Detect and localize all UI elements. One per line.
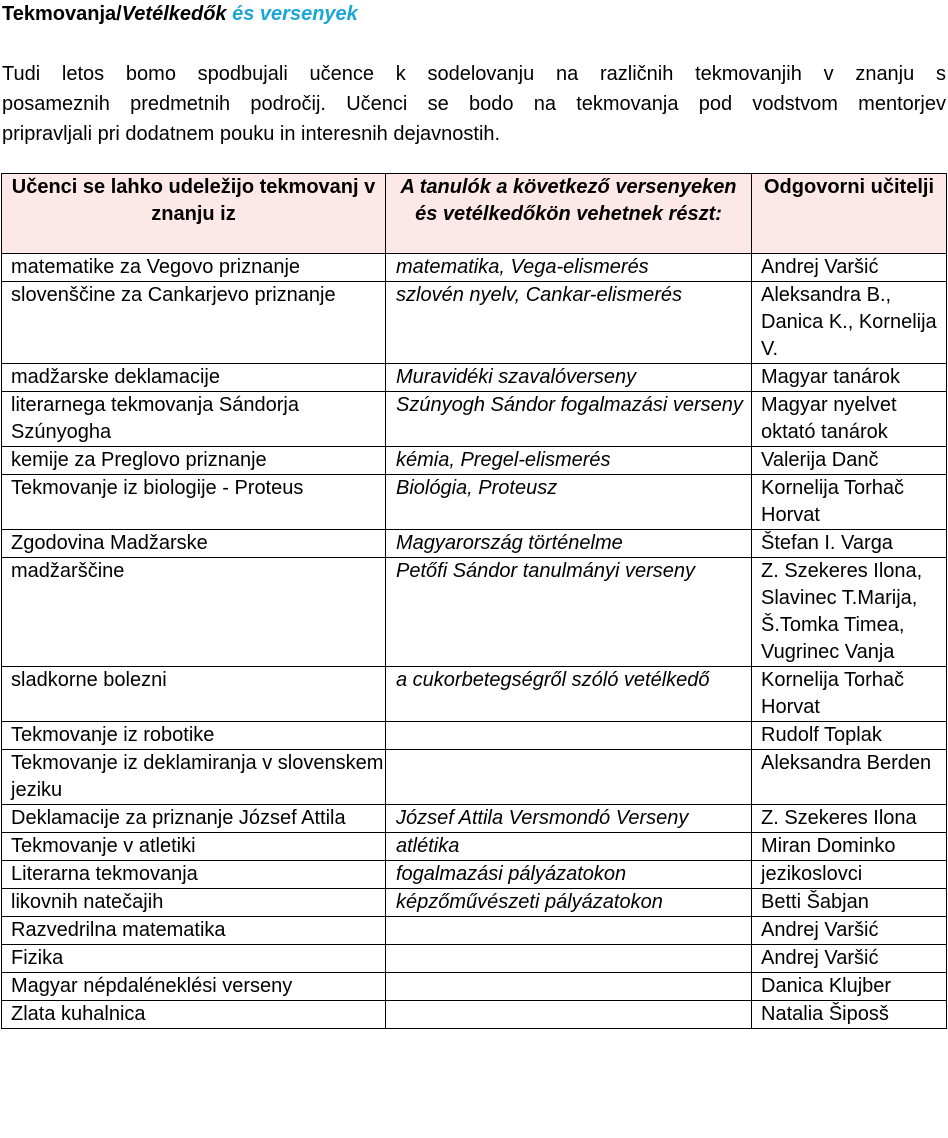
intro-line: posameznih predmetnih področij. Učenci se bodo na tekmovanja pod vodstvom mentorjev <box>2 93 946 115</box>
table-row <box>2 889 947 917</box>
teacher-cell: Miran Dominko <box>752 833 947 861</box>
competition-slovenian-cell: Tekmovanje v atletiki <box>2 833 386 861</box>
competition-slovenian-cell: madžarščine <box>2 558 386 667</box>
competition-slovenian-cell: Magyar népdaléneklési verseny <box>2 973 386 1001</box>
table-row <box>2 722 947 750</box>
column-header-teachers: Odgovorni učitelji <box>752 174 947 254</box>
table-row <box>2 667 947 722</box>
competition-hungarian-cell: Biológia, Proteusz <box>386 475 752 530</box>
competition-slovenian-cell: literarnega tekmovanja Sándorja Szúnyogha <box>2 392 386 447</box>
competition-hungarian-cell: Petőfi Sándor tanulmányi verseny <box>386 558 752 667</box>
teacher-cell: Danica Klujber <box>752 973 947 1001</box>
competition-hungarian-cell: atlétika <box>386 833 752 861</box>
table-row <box>2 750 947 805</box>
teacher-cell: Z. Szekeres Ilona, Slavinec T.Marija, Š.Tomka Timea, Vugrinec Vanja <box>752 558 947 667</box>
teacher-cell: jezikoslovci <box>752 861 947 889</box>
competition-hungarian-cell: matematika, Vega-elismerés <box>386 254 752 282</box>
competition-slovenian-cell: Zlata kuhalnica <box>2 1001 386 1029</box>
teacher-cell: Valerija Danč <box>752 447 947 475</box>
table-row <box>2 973 947 1001</box>
intro-line: pripravljali pri dodatnem pouku in interesnih dejavnostih. <box>2 123 501 145</box>
intro-paragraph <box>2 59 946 149</box>
table-row <box>2 530 947 558</box>
teacher-cell: Štefan I. Varga <box>752 530 947 558</box>
table-row <box>2 805 947 833</box>
competition-hungarian-cell: fogalmazási pályázatokon <box>386 861 752 889</box>
competition-hungarian-cell <box>386 1001 752 1029</box>
teacher-cell: Rudolf Toplak <box>752 722 947 750</box>
teacher-cell: Magyar tanárok <box>752 364 947 392</box>
teacher-cell: Andrej Varšić <box>752 945 947 973</box>
competition-slovenian-cell: madžarske deklamacije <box>2 364 386 392</box>
table-row <box>2 861 947 889</box>
teacher-cell: Kornelija Torhač Horvat <box>752 475 947 530</box>
intro-line: Tudi letos bomo spodbujali učence k sodelovanju na različnih tekmovanjih v znanju s <box>2 63 946 85</box>
teacher-cell: Z. Szekeres Ilona <box>752 805 947 833</box>
table-row <box>2 392 947 447</box>
competition-slovenian-cell: slovenščine za Cankarjevo priznanje <box>2 282 386 364</box>
competition-hungarian-cell <box>386 917 752 945</box>
competition-hungarian-cell: Magyarország történelme <box>386 530 752 558</box>
competition-hungarian-cell: szlovén nyelv, Cankar-elismerés <box>386 282 752 364</box>
column-header-hungarian: A tanulók a következő versenyeken és vetélkedőkön vehetnek részt: <box>386 174 752 254</box>
column-header-slovenian: Učenci se lahko udeležijo tekmovanj v znanju iz <box>2 174 386 254</box>
competition-slovenian-cell: likovnih natečajih <box>2 889 386 917</box>
teacher-cell: Natalia Šiposš <box>752 1001 947 1029</box>
competition-hungarian-cell <box>386 973 752 1001</box>
competition-slovenian-cell: Zgodovina Madžarske <box>2 530 386 558</box>
competition-hungarian-cell: Szúnyogh Sándor fogalmazási verseny <box>386 392 752 447</box>
competition-hungarian-cell <box>386 750 752 805</box>
table-row <box>2 475 947 530</box>
competition-hungarian-cell <box>386 945 752 973</box>
table-row <box>2 945 947 973</box>
competition-slovenian-cell: Literarna tekmovanja <box>2 861 386 889</box>
competition-slovenian-cell: sladkorne bolezni <box>2 667 386 722</box>
table-row <box>2 254 947 282</box>
competition-hungarian-cell: kémia, Pregel-elismerés <box>386 447 752 475</box>
title-part-hungarian-highlight: és versenyek <box>232 3 358 25</box>
competitions-table <box>1 173 947 1029</box>
teacher-cell: Kornelija Torhač Horvat <box>752 667 947 722</box>
table-row <box>2 833 947 861</box>
teacher-cell: Andrej Varšić <box>752 254 947 282</box>
table-row <box>2 1001 947 1029</box>
competition-slovenian-cell: Tekmovanje iz robotike <box>2 722 386 750</box>
competition-hungarian-cell: Muravidéki szavalóverseny <box>386 364 752 392</box>
teacher-cell: Betti Šabjan <box>752 889 947 917</box>
competition-hungarian-cell: József Attila Versmondó Verseny <box>386 805 752 833</box>
competition-hungarian-cell <box>386 722 752 750</box>
competition-slovenian-cell: matematike za Vegovo priznanje <box>2 254 386 282</box>
competition-hungarian-cell: a cukorbetegségről szóló vetélkedő <box>386 667 752 722</box>
teacher-cell: Aleksandra B., Danica K., Kornelija V. <box>752 282 947 364</box>
table-row <box>2 558 947 667</box>
competition-slovenian-cell: Fizika <box>2 945 386 973</box>
competition-slovenian-cell: Razvedrilna matematika <box>2 917 386 945</box>
competition-hungarian-cell: képzőművészeti pályázatokon <box>386 889 752 917</box>
competition-slovenian-cell: Deklamacije za priznanje József Attila <box>2 805 386 833</box>
table-row <box>2 364 947 392</box>
table-row <box>2 282 947 364</box>
section-title <box>2 2 358 26</box>
table-row <box>2 447 947 475</box>
title-part-slovenian: Tekmovanja/ <box>2 3 122 25</box>
table-row <box>2 917 947 945</box>
teacher-cell: Andrej Varšić <box>752 917 947 945</box>
title-part-hungarian: Vetélkedők <box>121 3 233 25</box>
teacher-cell: Magyar nyelvet oktató tanárok <box>752 392 947 447</box>
competition-slovenian-cell: Tekmovanje iz biologije - Proteus <box>2 475 386 530</box>
teacher-cell: Aleksandra Berden <box>752 750 947 805</box>
table-header-row <box>2 174 947 254</box>
competition-slovenian-cell: Tekmovanje iz deklamiranja v slovenskem jeziku <box>2 750 386 805</box>
competition-slovenian-cell: kemije za Preglovo priznanje <box>2 447 386 475</box>
